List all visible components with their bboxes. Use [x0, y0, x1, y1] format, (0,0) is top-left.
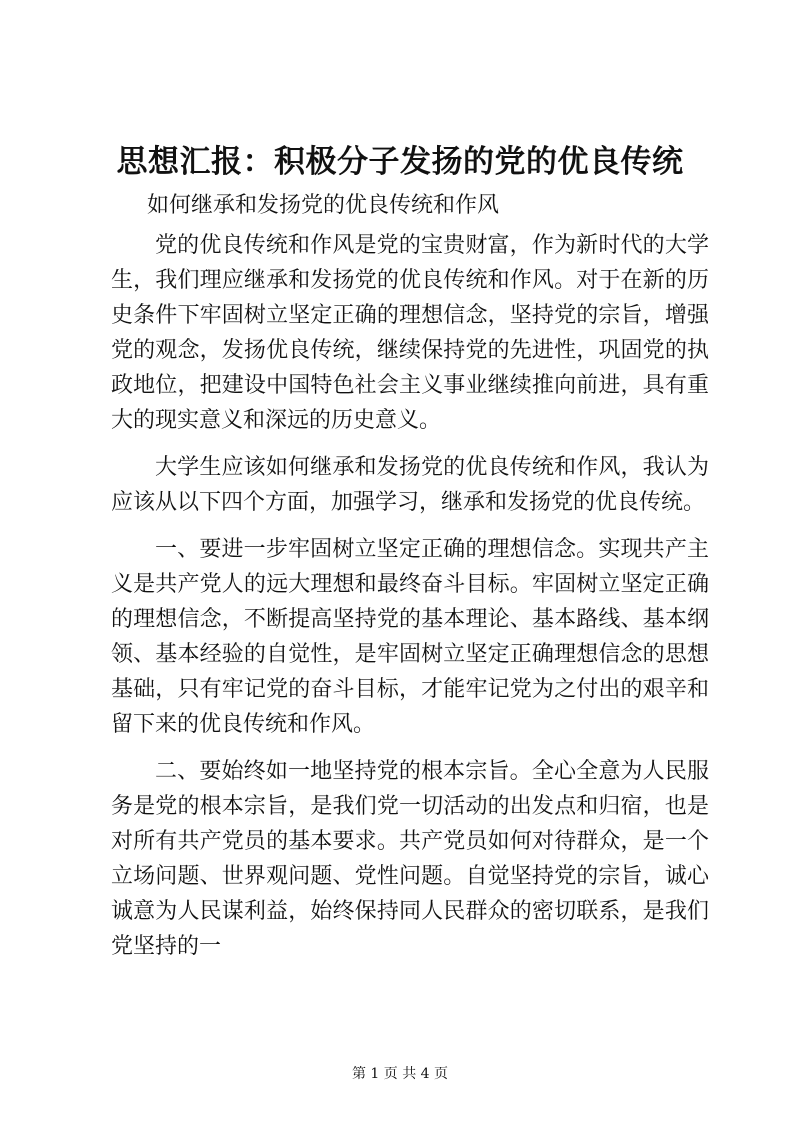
page-footer: 第 1 页 共 4 页	[351, 1066, 449, 1082]
paragraph: 二、要始终如一地坚持党的根本宗旨。全心全意为人民服务是党的根本宗旨，是我们党一切活动的出发点和归宿，也是对所有共产党员的基本要求。共产党员如何对待群众，是一个立场问题、世界观问题、党性问题。自觉坚持党的宗旨，诚心诚意为人民谋利益，始终保持同人民群众的密切联系，是我们党坚持的一	[111, 759, 709, 959]
subtitle: 如何继承和发扬党的优良传统和作风	[147, 193, 500, 218]
page-title: 思想汇报：积极分子发扬的党的优良传统	[116, 144, 684, 180]
paragraph: 大学生应该如何继承和发扬党的优良传统和作风，我认为应该从以下四个方面，加强学习，继承和发扬党的优良传统。	[111, 455, 709, 515]
document-body	[111, 228, 709, 976]
paragraph: 一、要进一步牢固树立坚定正确的理想信念。实现共产主义是共产党人的远大理想和最终奋斗目标。牢固树立坚定正确的理想信念，不断提高坚持党的基本理论、基本路线、基本纲领、基本经验的自觉性，是牢固树立坚定正确理想信念的思想基础，只有牢记党的奋斗目标，才能牢记党为之付出的艰辛和留下来的优良传统和作风。	[111, 537, 709, 737]
paragraph: 党的优良传统和作风是党的宝贵财富，作为新时代的大学生，我们理应继承和发扬党的优良传统和作风。对于在新的历史条件下牢固树立坚定正确的理想信念，坚持党的宗旨，增强党的观念，发扬优良传统，继续保持党的先进性，巩固党的执政地位，把建设中国特色社会主义事业继续推向前进，具有重大的现实意义和深远的历史意义。	[111, 233, 709, 433]
